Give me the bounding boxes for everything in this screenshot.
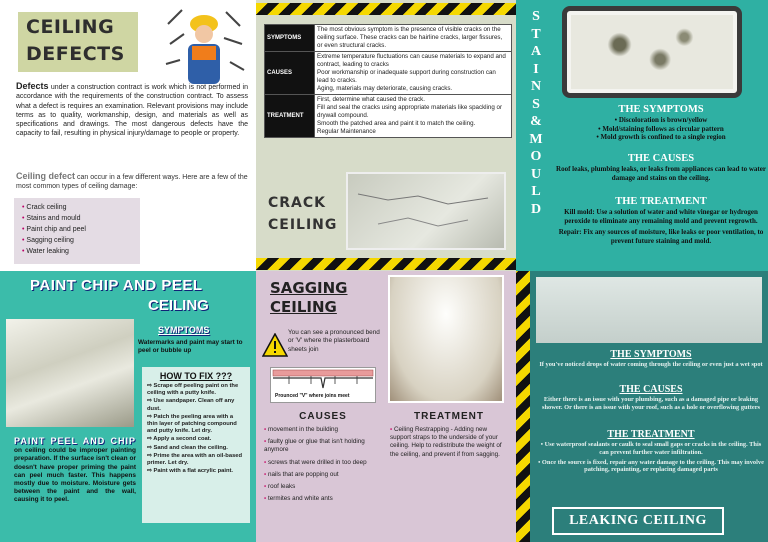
list-item: • faulty glue or glue that isn't holding anymore <box>264 438 382 454</box>
sagging-v-diagram-icon <box>271 368 375 392</box>
list-item: ⇨ Paint with a flat acrylic paint. <box>147 468 245 475</box>
sagging-diagram: Prounced "V" where joins meet <box>270 367 376 403</box>
ceiling-defects-title: CEILING DEFECTS <box>18 12 138 72</box>
list-item: ⇨ Sand and clean the ceiling. <box>147 445 245 452</box>
paint-explanation: PAINT PEEL AND CHIP on ceiling could be improper painting preparation. If the surface isn't clean or doesn't have proper priming the paint can peel much faster. This happens mostly due to moisture. Moisture gets between the paint and the wall, causing it to peel. <box>14 436 136 504</box>
crack-ceiling-title: CRACK CEILING <box>268 195 338 233</box>
defect-types-list <box>14 198 140 264</box>
worker-illustration-icon <box>162 4 246 84</box>
leaking-ceiling-panel <box>516 271 768 542</box>
sagging-ceiling-panel <box>256 271 516 542</box>
paint-title-line1: PAINT CHIP AND PEEL <box>30 277 203 294</box>
ceiling-defects-panel <box>0 0 256 271</box>
mould-stain-image <box>571 15 733 89</box>
stains-mould-vertical-title: S T A I N S & M O U L D <box>529 9 543 217</box>
hazard-stripe <box>256 258 516 270</box>
list-item: ⇨ Use sandpaper. Clean off any dust. <box>147 398 245 412</box>
list-item: ⇨ Patch the peeling area with a thin layer of patching compound and putty knife. Let dry. <box>147 414 245 436</box>
list-item: • termites and white ants <box>264 495 382 503</box>
defects-intro: Defects under a construction contract is work which is not performed in accordance with the requirements of the construction contract. To assess what a defect is requires an examination. Relevant provisions may include terms as to quality, workmanship, design, and materials as well as specifications and drawings. The most dangerous defects have the capacity to fail, resulting in physical injury/damage to people or property. <box>16 81 248 138</box>
list-item: • Stains and mould <box>22 213 132 224</box>
list-item: ⇨ Scrape off peeling paint on the ceiling with a putty knife. <box>147 383 245 397</box>
mould-photo-tablet <box>562 6 742 98</box>
stains-treatment: THE TREATMENT Kill mold: Use a solution of water and white vinegar or hydrogen peroxide to eliminate any remaining mold and prevent regrowth. Repair: Fix any sources of moisture, like leaks or poor ventilation, to prevent future staining and mold. <box>558 196 764 245</box>
stains-symptoms: THE SYMPTOMS • Discoloration is brown/yellow • Mold/staining follows as circular pattern • Mold growth is confined to a single region <box>596 104 726 141</box>
list-item: • roof leaks <box>264 483 382 491</box>
crack-ceiling-photo <box>346 172 506 250</box>
list-item: • Crack ceiling <box>22 202 132 213</box>
sagging-description: You can see a pronounced bend or 'V' where the plasterboard sheets join <box>288 329 380 353</box>
defects-subheading: Ceiling defect can occur in a few different ways. Here are a few of the most common types of ceiling damage: <box>16 171 248 190</box>
list-item: • Paint chip and peel <box>22 224 132 235</box>
list-item: ⇨ Prime the area with an oil-based primer. Let dry. <box>147 453 245 467</box>
list-item: • Sagging ceiling <box>22 235 132 246</box>
stains-mould-panel <box>516 0 768 271</box>
list-item: • nails that are popping out <box>264 471 382 479</box>
hazard-stripe <box>516 271 530 542</box>
table-row: CAUSES Extreme temperature fluctuations can cause materials to expand and contract, leading to cracks Poor workmanship or inadequate support during construction can lead to cracks. Aging, materials may deteriorate, causing cracks. <box>265 52 512 95</box>
sagging-treatment: TREATMENT • Ceiling Restrapping - Adding new support straps to the underside of your ceiling. Help to redistribute the weight of the ceiling, and prevent if from sagging. <box>390 411 508 463</box>
hazard-stripe <box>256 3 516 15</box>
list-item: • Ceiling Restrapping - Adding new support straps to the underside of your ceiling. Help to redistribute the weight of the ceiling, and prevent if from sagging. <box>390 426 508 459</box>
list-item: • movement in the building <box>264 426 382 434</box>
stains-causes: THE CAUSES Roof leaks, plumbing leaks, or leaks from appliances can lead to water damage and stains on the ceiling. <box>556 153 766 182</box>
table-row: TREATMENT First, determine what caused the crack. Fill and seal the cracks using appropriate materials like spackling or drywall compound. Smooth the patched area and paint it to match the ceiling. Regular Maintenance <box>265 95 512 138</box>
list-item: • screws that were drilled in too deep <box>264 459 382 467</box>
peeling-paint-photo <box>6 319 134 427</box>
how-to-fix-box: HOW TO FIX ??? ⇨ Scrape off peeling paint on the ceiling with a putty knife. ⇨ Use sandpaper. Clean off any dust. ⇨ Patch the peeling area with a thin layer of patching compound and putty knife. Let dry. ⇨ Apply a second coat. ⇨ Sand and clean the ceiling. ⇨ Prime the area with an oil-based primer. Let dry. ⇨ Paint with a flat acrylic paint. <box>142 367 250 523</box>
leaking-ceiling-photo <box>536 277 762 343</box>
list-item: ⇨ Apply a second coat. <box>147 436 245 443</box>
paint-title-line2: CEILING <box>148 297 209 314</box>
paint-symptoms-text: Watermarks and paint may start to peel or bubble up <box>138 339 243 354</box>
table-row: SYMPTOMS The most obvious symptom is the presence of visible cracks on the ceiling surface. These cracks can be hairline cracks, larger fissures, or even structural cracks. <box>265 25 512 52</box>
leaking-treatment: THE TREATMENT • Use waterproof sealants or caulk to seal small gaps or cracks in the ceiling. This can prevent further water infiltration. • Once the source is fixed, repair any water damage to the ceiling. This may involve patching, repainting, or replacing damaged parts <box>538 429 764 474</box>
leaking-causes: THE CAUSES Either there is an issue with your plumbing, such as a damaged pipe or leaking shower. Or there is an issue with your roof, such as a hole or overflowing gutters <box>541 384 761 411</box>
leaking-symptoms: THE SYMPTOMS If you've noticed drops of water coming through the ceiling or even just a wet spot <box>539 349 763 368</box>
sagging-ceiling-photo <box>388 275 504 403</box>
list-item: • Water leaking <box>22 246 132 257</box>
leaking-ceiling-label: LEAKING CEILING <box>552 507 724 535</box>
paint-chip-peel-panel <box>0 271 256 542</box>
sagging-ceiling-title: SAGGING CEILING <box>270 279 348 316</box>
sagging-causes: CAUSES • movement in the building • faulty glue or glue that isn't holding anymore • screws that were drilled in too deep • nails that are popping out • roof leaks • termites and white ants <box>264 411 382 507</box>
crack-ceiling-panel <box>256 0 516 271</box>
paint-symptoms-heading: SYMPTOMS <box>158 325 210 335</box>
warning-icon <box>262 333 288 357</box>
crack-info-table <box>264 24 512 138</box>
crack-lines-icon <box>348 174 504 248</box>
